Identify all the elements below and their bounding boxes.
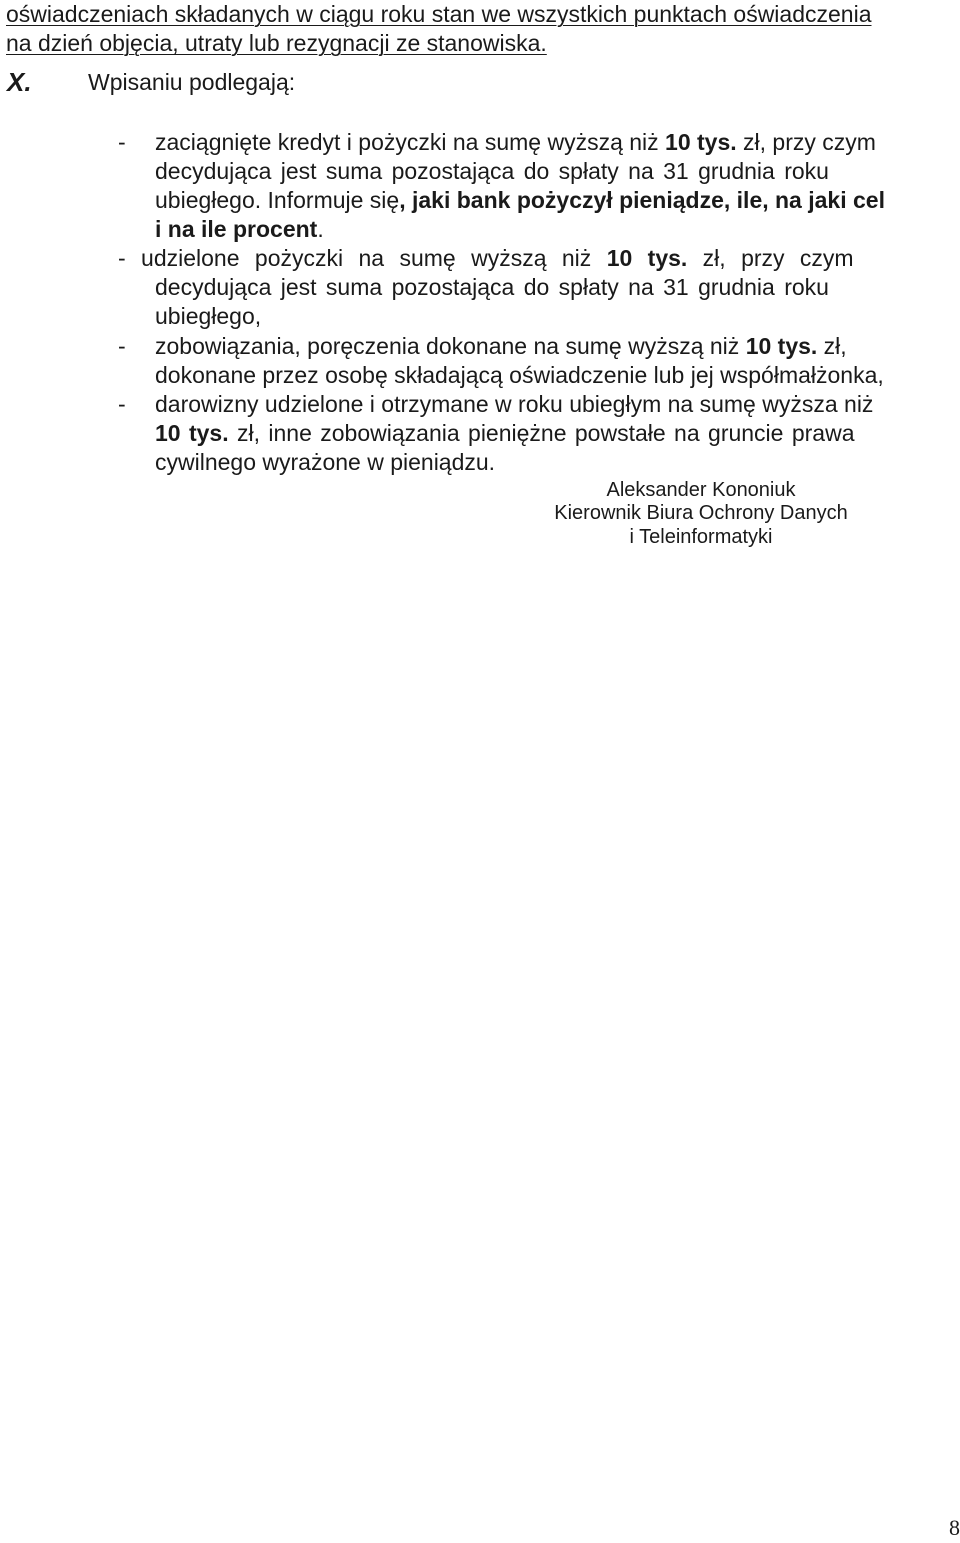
signature-title: Kierownik Biura Ochrony Danych	[554, 502, 848, 524]
item-1-note: ubiegłego. Informuje się	[155, 187, 400, 213]
item-3-amount: 10 tys.	[745, 333, 818, 359]
item-3-dash: -	[118, 333, 126, 359]
item-1-line-1	[155, 128, 876, 157]
item-1-text-c: zł, przy czym	[736, 129, 876, 155]
item-1-line-4	[155, 215, 324, 244]
item-1-amount: 10 tys.	[665, 129, 737, 155]
page-number: 8	[949, 1515, 960, 1540]
item-2-line-1	[118, 244, 854, 273]
item-2-line-3: ubiegłego,	[155, 303, 262, 329]
item-3-line-1	[155, 332, 847, 361]
item-1-note-bold-2: i na ile procent	[155, 216, 318, 242]
signature-title-2: i Teleinformatyki	[629, 526, 773, 548]
signature-name: Aleksander Kononiuk	[606, 479, 796, 501]
item-1-note-bold: , jaki bank pożyczył pieniądze, ile, na jaki cel	[399, 187, 885, 213]
item-4-amount: 10 tys.	[155, 420, 229, 446]
item-4-text-b: zł, inne zobowiązania pieniężne powstałe na gruncie prawa	[228, 420, 855, 446]
item-2-text-a: - udzielone pożyczki na sumę wyższą niż	[118, 245, 607, 271]
item-3-line-2: dokonane przez osobę składającą oświadczenie lub jej współmałżonka,	[155, 362, 884, 388]
section-heading: Wpisaniu podlegają:	[88, 69, 296, 95]
item-2-text-c: zł, przy czym	[687, 245, 854, 271]
item-1-line-2: decydująca jest suma pozostająca do spłaty na 31 grudnia roku	[155, 158, 829, 184]
item-3-text-a: zobowiązania, poręczenia dokonane na sumę wyższą niż	[155, 333, 746, 359]
section-number: X.	[7, 67, 32, 97]
item-1-dash: -	[118, 129, 126, 155]
item-4-line-2	[155, 419, 855, 448]
intro-line-1: oświadczeniach składanych w ciągu roku stan we wszystkich punktach oświadczenia	[6, 1, 872, 27]
item-4-line-3: cywilnego wyrażone w pieniądzu.	[155, 449, 496, 475]
item-1-line-3	[155, 186, 885, 215]
item-3-text-c: zł,	[817, 333, 847, 359]
item-1-text-a: zaciągnięte kredyt i pożyczki na sumę wyższą niż	[155, 129, 666, 155]
item-4-dash: -	[118, 391, 126, 417]
item-2-amount: 10 tys.	[606, 245, 688, 271]
intro-line-2: na dzień objęcia, utraty lub rezygnacji ze stanowiska.	[6, 30, 547, 56]
item-4-line-1: darowizny udzielone i otrzymane w roku ubiegłym na sumę wyższa niż	[155, 391, 874, 417]
item-2-line-2: decydująca jest suma pozostająca do spłaty na 31 grudnia roku	[155, 274, 829, 300]
item-1-period: .	[317, 216, 324, 242]
